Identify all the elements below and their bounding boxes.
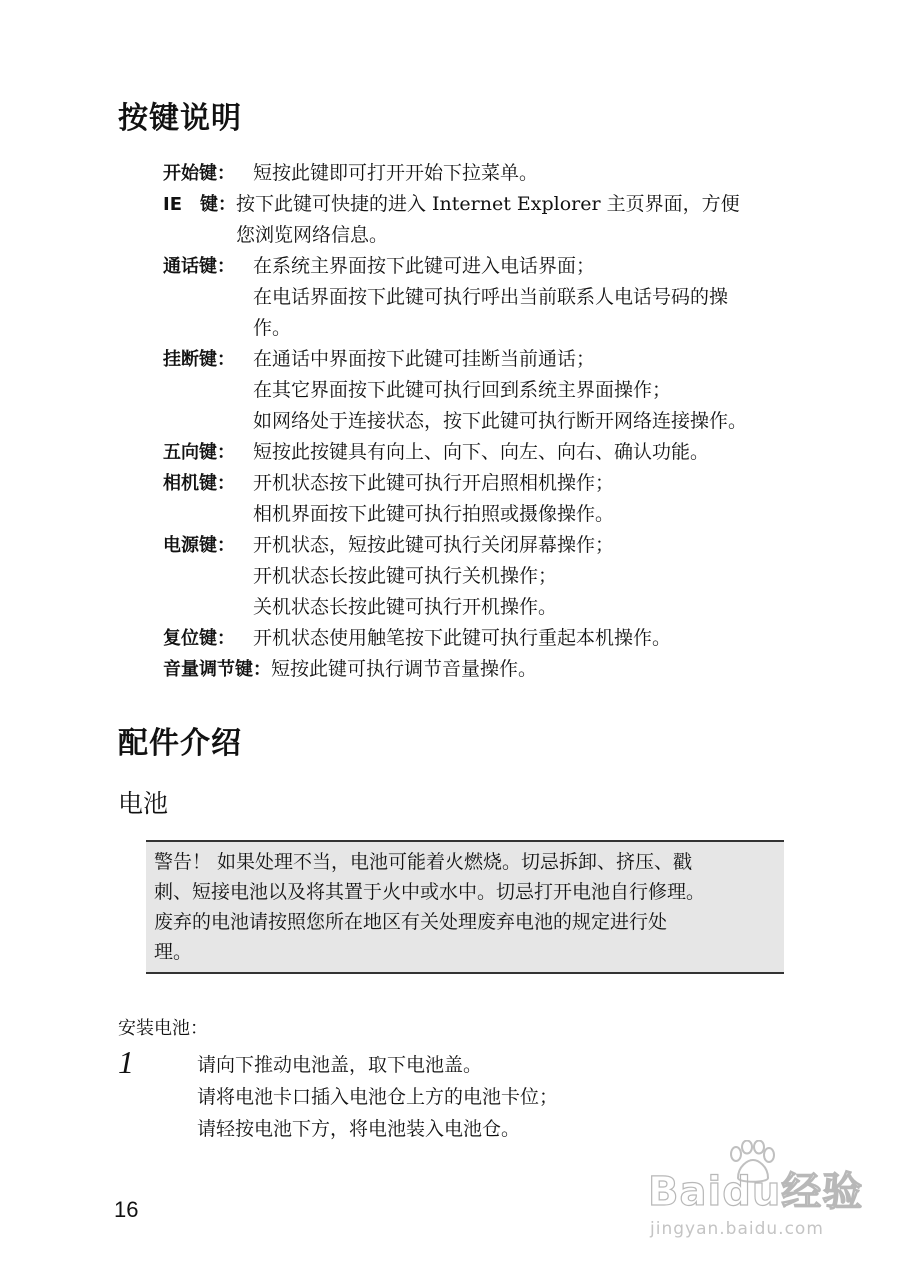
key-description-list <box>163 158 843 685</box>
key-description <box>253 468 843 530</box>
section-title-battery: 电池 <box>118 789 169 818</box>
step-number: 1 <box>118 1044 134 1080</box>
key-description-line: 相机界面按下此键可执行拍照或摄像操作。 <box>253 503 615 525</box>
key-description <box>253 437 843 468</box>
key-description-line: 开机状态，短按此键可执行关闭屏幕操作； <box>253 534 615 556</box>
key-label: 电源键： <box>163 535 235 556</box>
key-description <box>253 251 843 344</box>
key-description <box>253 623 843 654</box>
baidu-watermark <box>640 1140 880 1250</box>
key-description-line: 开机状态长按此键可执行关机操作； <box>253 565 558 587</box>
warning-line: 警告！ 如果处理不当，电池可能着火燃烧。切忌拆卸、挤压、戳 <box>154 851 693 873</box>
key-item <box>163 344 843 437</box>
warning-line: 刺、短接电池以及将其置于火中或水中。切忌打开电池自行修理。 <box>154 881 706 903</box>
key-description-line: 在系统主界面按下此键可进入电话界面； <box>253 255 596 277</box>
page-number: 16 <box>114 1197 139 1222</box>
key-item <box>163 158 843 189</box>
key-label: 相机键： <box>163 473 235 494</box>
step-line: 请向下推动电池盖，取下电池盖。 <box>197 1054 483 1076</box>
key-description-line: 作。 <box>253 317 292 339</box>
key-description <box>253 158 843 189</box>
key-label: 五向键： <box>163 442 235 463</box>
key-description-line: 在电话界面按下此键可执行呼出当前联系人电话号码的操 <box>253 286 729 308</box>
key-description-line: 开机状态使用触笔按下此键可执行重起本机操作。 <box>253 627 672 649</box>
key-item <box>163 189 843 251</box>
key-item <box>163 623 843 654</box>
warning-box <box>146 840 784 974</box>
key-description <box>271 654 843 685</box>
key-description-line: 关机状态长按此键可执行开机操作。 <box>253 596 558 618</box>
key-label: IE 键： <box>163 194 236 215</box>
key-description <box>236 189 843 251</box>
install-battery-title: 安装电池： <box>118 1018 208 1039</box>
key-description-line: 短按此按键具有向上、向下、向左、向右、确认功能。 <box>253 441 710 463</box>
key-item <box>163 530 843 623</box>
key-description <box>253 530 843 623</box>
key-description-line: 开机状态按下此键可执行开启照相机操作； <box>253 472 615 494</box>
key-description-line: 短按此键可执行调节音量操作。 <box>271 658 538 680</box>
key-description-line: 您浏览网络信息。 <box>236 224 389 246</box>
key-item <box>163 654 843 685</box>
warning-line: 理。 <box>154 941 193 963</box>
key-description <box>253 344 843 437</box>
step-line: 请将电池卡口插入电池仓上方的电池卡位； <box>197 1086 559 1108</box>
key-label: 通话键： <box>163 256 235 277</box>
key-description-line: 在其它界面按下此键可执行回到系统主界面操作； <box>253 379 672 401</box>
key-item <box>163 468 843 530</box>
key-description-line: 如网络处于连接状态，按下此键可执行断开网络连接操作。 <box>253 410 748 432</box>
warning-line: 废弃的电池请按照您所在地区有关处理废弃电池的规定进行处 <box>154 911 668 933</box>
key-label: 复位键： <box>163 628 235 649</box>
key-description-line: 在通话中界面按下此键可挂断当前通话； <box>253 348 596 370</box>
watermark-url: jingyan.baidu.com <box>650 1219 824 1239</box>
section-title-buttons: 按键说明 <box>118 101 242 136</box>
key-description-line: 短按此键即可打开开始下拉菜单。 <box>253 162 539 184</box>
key-item <box>163 251 843 344</box>
key-item <box>163 437 843 468</box>
step-instructions <box>197 1049 558 1145</box>
key-label: 开始键： <box>163 163 235 184</box>
watermark-brand: Baidu经验 <box>648 1169 864 1215</box>
key-description-line: 按下此键可快捷的进入 Internet Explorer 主页界面，方便 <box>236 193 740 215</box>
step-line: 请轻按电池下方，将电池装入电池仓。 <box>197 1118 521 1140</box>
key-label: 音量调节键： <box>163 659 271 680</box>
section-title-accessories: 配件介绍 <box>118 726 242 761</box>
key-label: 挂断键： <box>163 349 235 370</box>
